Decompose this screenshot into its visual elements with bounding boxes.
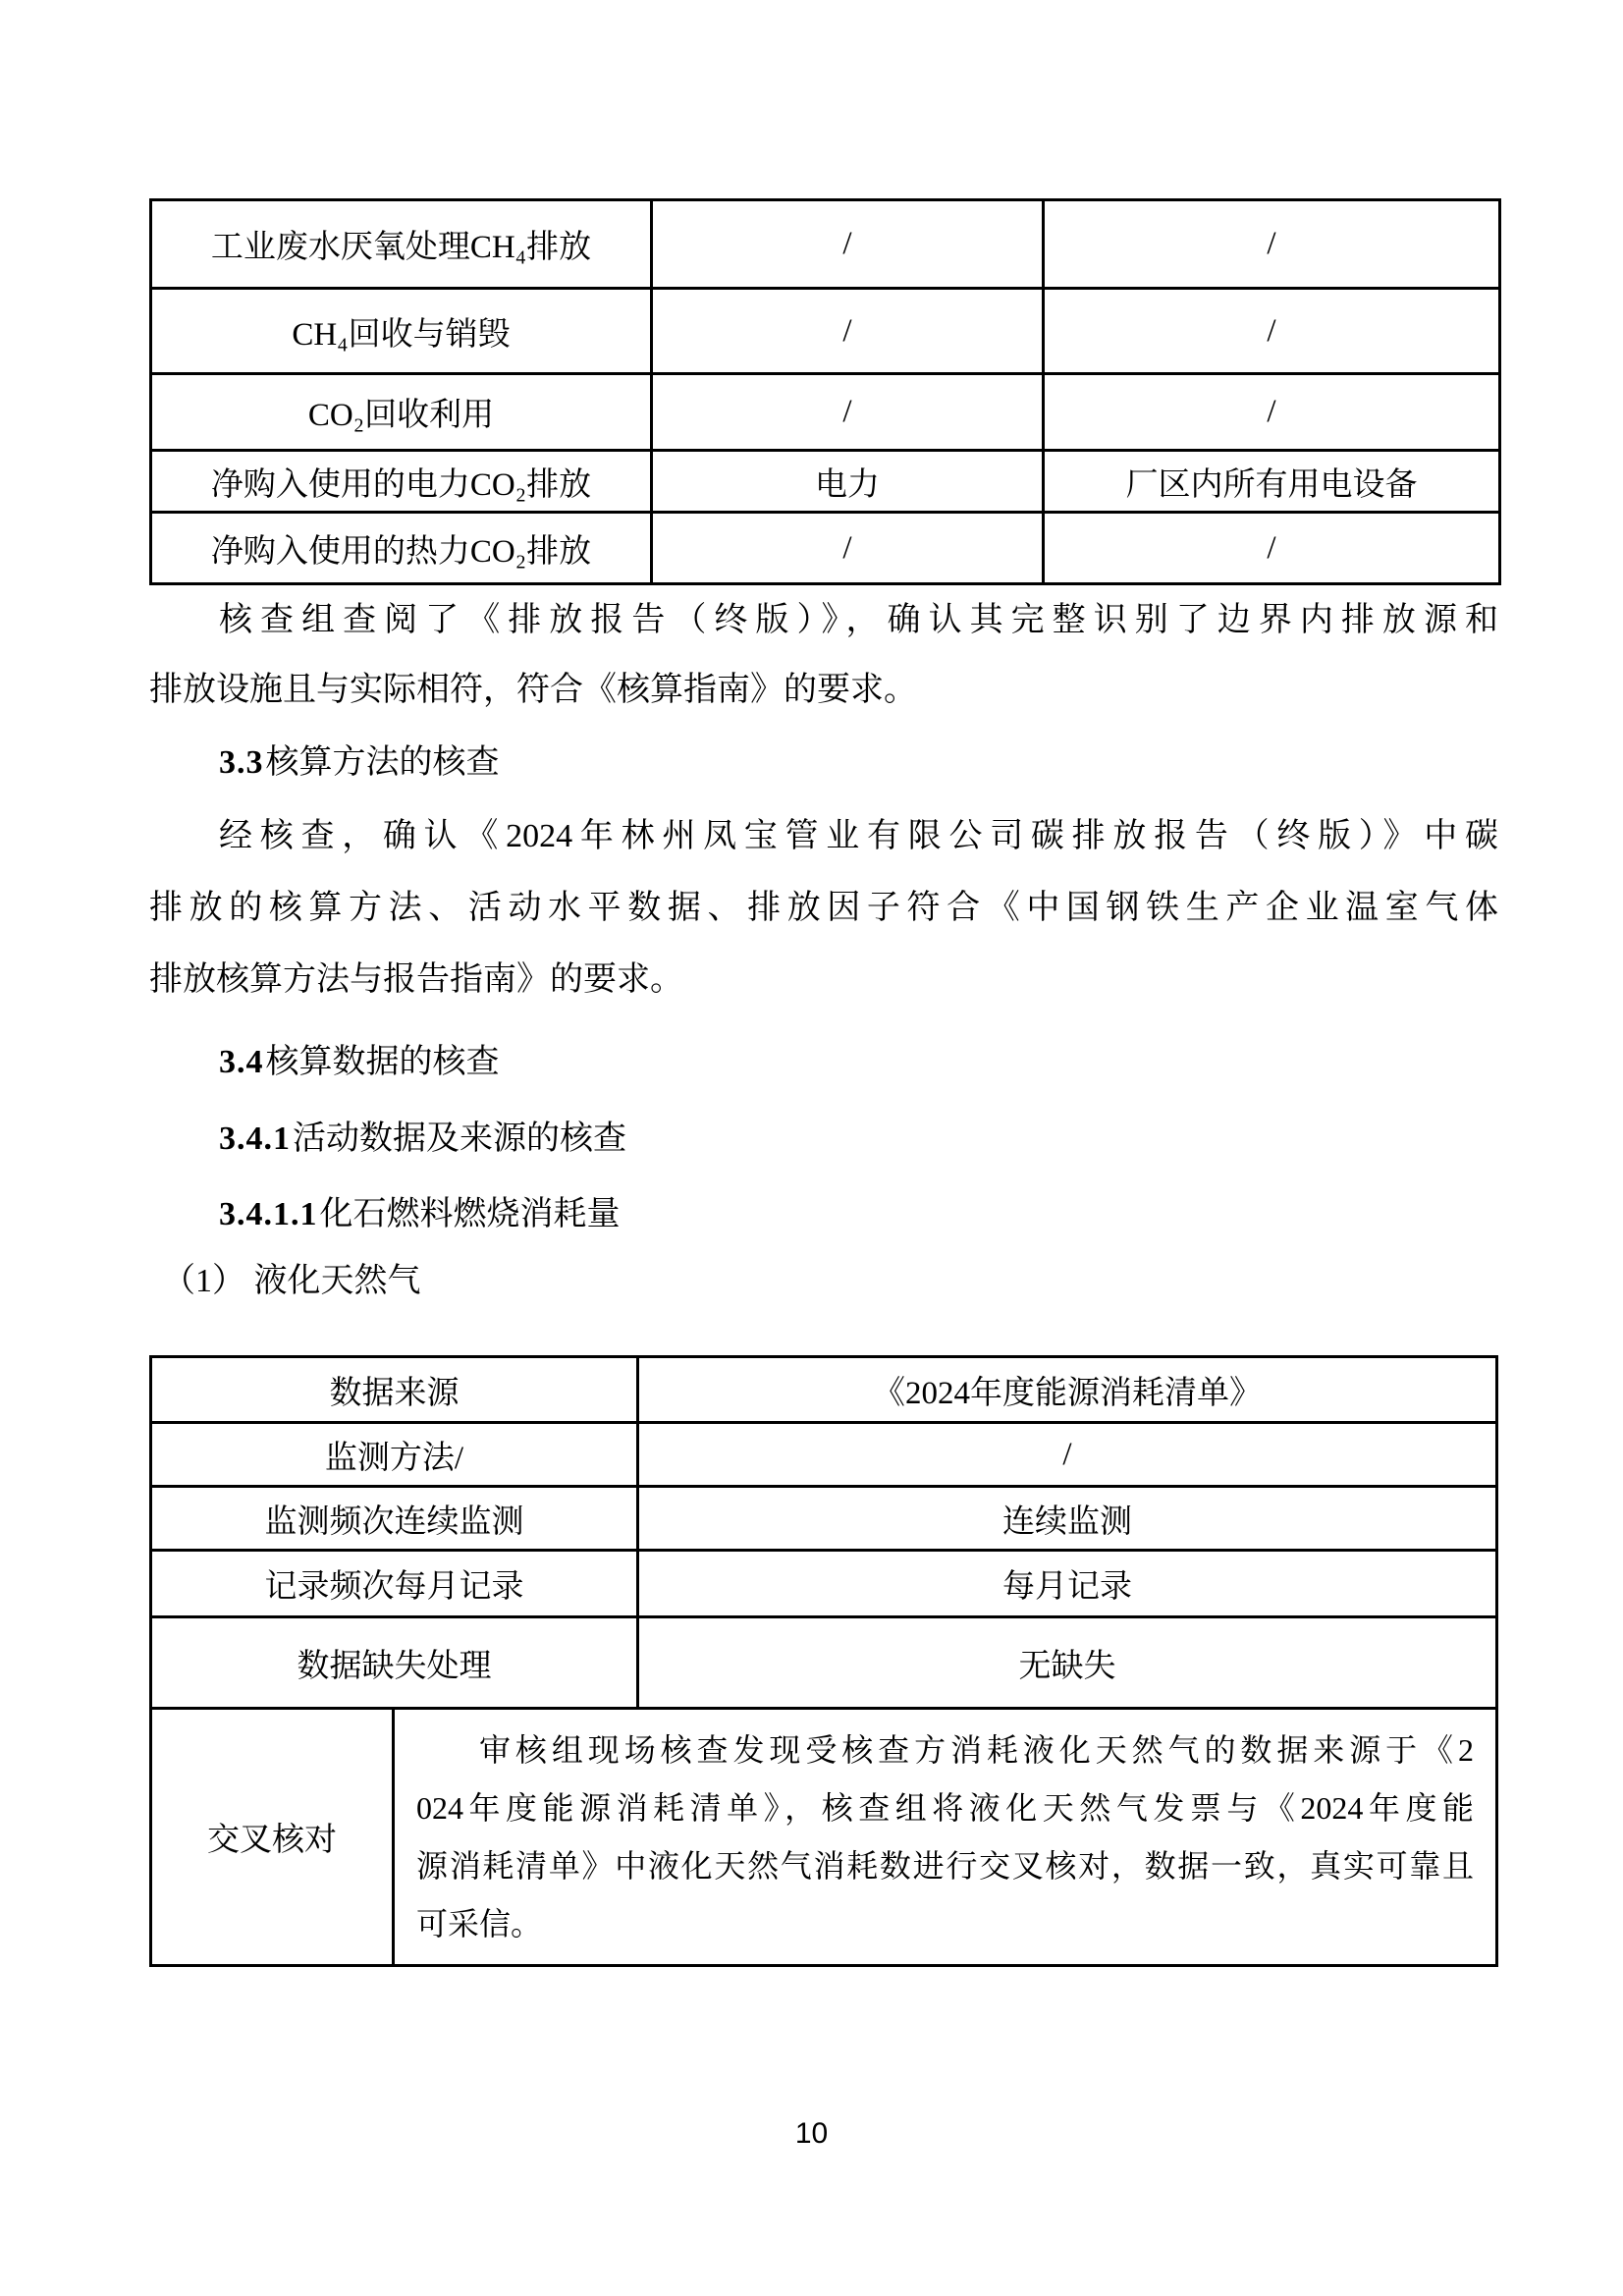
lng-activity-data-table xyxy=(149,1355,1498,1967)
emission-source-energy: / xyxy=(652,289,1044,374)
table-row-cross-check xyxy=(152,1710,1495,1964)
paragraph-line: 排放核算方法与报告指南》的要求。 xyxy=(149,961,683,998)
page-number: 10 xyxy=(794,2117,829,2150)
heading-number: 3.4 xyxy=(219,1044,264,1080)
emission-source-label: 净购入使用的热力CO₂排放 xyxy=(151,513,652,584)
emission-source-label: 工业废水厌氧处理CH₄排放 xyxy=(151,200,652,289)
table-row xyxy=(152,1358,1495,1424)
paragraph-line: 排放的核算方法、活动水平数据、排放因子符合《中国钢铁生产企业温室气体 xyxy=(149,890,1498,926)
heading-title: 化石燃料燃烧消耗量 xyxy=(319,1196,621,1232)
emission-source-label: CO₂回收利用 xyxy=(151,374,652,451)
cross-check-paragraph xyxy=(395,1710,1495,1964)
paragraph-line: 024年度能源消耗清单》，核查组将液化天然气发票与《2024年度能 xyxy=(416,1789,1474,1826)
heading-title: 核算方法的核查 xyxy=(265,744,500,781)
record-frequency-value: 每月记录 xyxy=(1002,1569,1132,1605)
section-heading-3-4 xyxy=(149,1027,1568,1098)
heading-number: 3.4.1 xyxy=(219,1121,291,1157)
monitoring-method-value: / xyxy=(1062,1436,1072,1472)
section-heading-3-4-1 xyxy=(149,1104,1568,1175)
emission-source-energy: / xyxy=(652,513,1044,584)
cross-check-label: 交叉核对 xyxy=(152,1710,395,1964)
table-row xyxy=(151,289,1500,374)
monitoring-frequency-label: 监测频次连续监测 xyxy=(152,1488,639,1549)
paragraph-line: 可采信。 xyxy=(416,1905,543,1941)
emission-source-facility: / xyxy=(1044,374,1500,451)
section-heading-3-3 xyxy=(149,728,1568,798)
table-row xyxy=(152,1488,1495,1552)
emission-sources-table xyxy=(149,198,1501,585)
monitoring-method-label: 监测方法/ xyxy=(152,1424,639,1485)
emission-source-facility: / xyxy=(1044,200,1500,289)
data-source-value: 《2024年度能源消耗清单》 xyxy=(873,1375,1262,1411)
monitoring-frequency-value: 连续监测 xyxy=(1002,1503,1132,1540)
section-heading-3-4-1-1 xyxy=(149,1179,1568,1250)
paragraph-line: 源消耗清单》中液化天然气消耗数进行交叉核对，数据一致，真实可靠且 xyxy=(416,1847,1474,1884)
emission-source-label: 净购入使用的电力CO₂排放 xyxy=(151,451,652,513)
emission-source-energy: 电力 xyxy=(652,451,1044,513)
table-row xyxy=(151,200,1500,289)
missing-data-label: 数据缺失处理 xyxy=(152,1618,639,1707)
heading-title: 核算数据的核查 xyxy=(265,1044,500,1080)
table-row xyxy=(151,513,1500,584)
emission-source-label: CH₄回收与销毁 xyxy=(151,289,652,374)
heading-number: 3.3 xyxy=(219,744,264,781)
table-row xyxy=(151,451,1500,513)
table-row xyxy=(152,1552,1495,1618)
record-frequency-label: 记录频次每月记录 xyxy=(152,1552,639,1615)
table-row xyxy=(152,1424,1495,1488)
emission-source-facility: / xyxy=(1044,513,1500,584)
emission-source-energy: / xyxy=(652,374,1044,451)
data-source-label: 数据来源 xyxy=(152,1358,639,1421)
emission-source-facility: 厂区内所有用电设备 xyxy=(1044,451,1500,513)
heading-title: 活动数据及来源的核查 xyxy=(293,1121,626,1157)
heading-number: 3.4.1.1 xyxy=(219,1196,318,1232)
emission-source-facility: / xyxy=(1044,289,1500,374)
paragraph-line: 审核组现场核查发现受核查方消耗液化天然气的数据来源于《2 xyxy=(479,1731,1474,1768)
paragraph-line: 经核查，确认《2024年林州凤宝管业有限公司碳排放报告（终版）》中碳 xyxy=(219,818,1498,854)
missing-data-value: 无缺失 xyxy=(1018,1648,1116,1684)
list-item-heading: （1） 液化天然气 xyxy=(162,1263,421,1299)
table-row xyxy=(152,1618,1495,1710)
paragraph-line: 核查组查阅了《排放报告（终版）》，确认其完整识别了边界内排放源和 xyxy=(219,602,1498,638)
emission-source-energy: / xyxy=(652,200,1044,289)
table-row xyxy=(151,374,1500,451)
paragraph-line: 排放设施且与实际相符，符合《核算指南》的要求。 xyxy=(149,672,917,708)
